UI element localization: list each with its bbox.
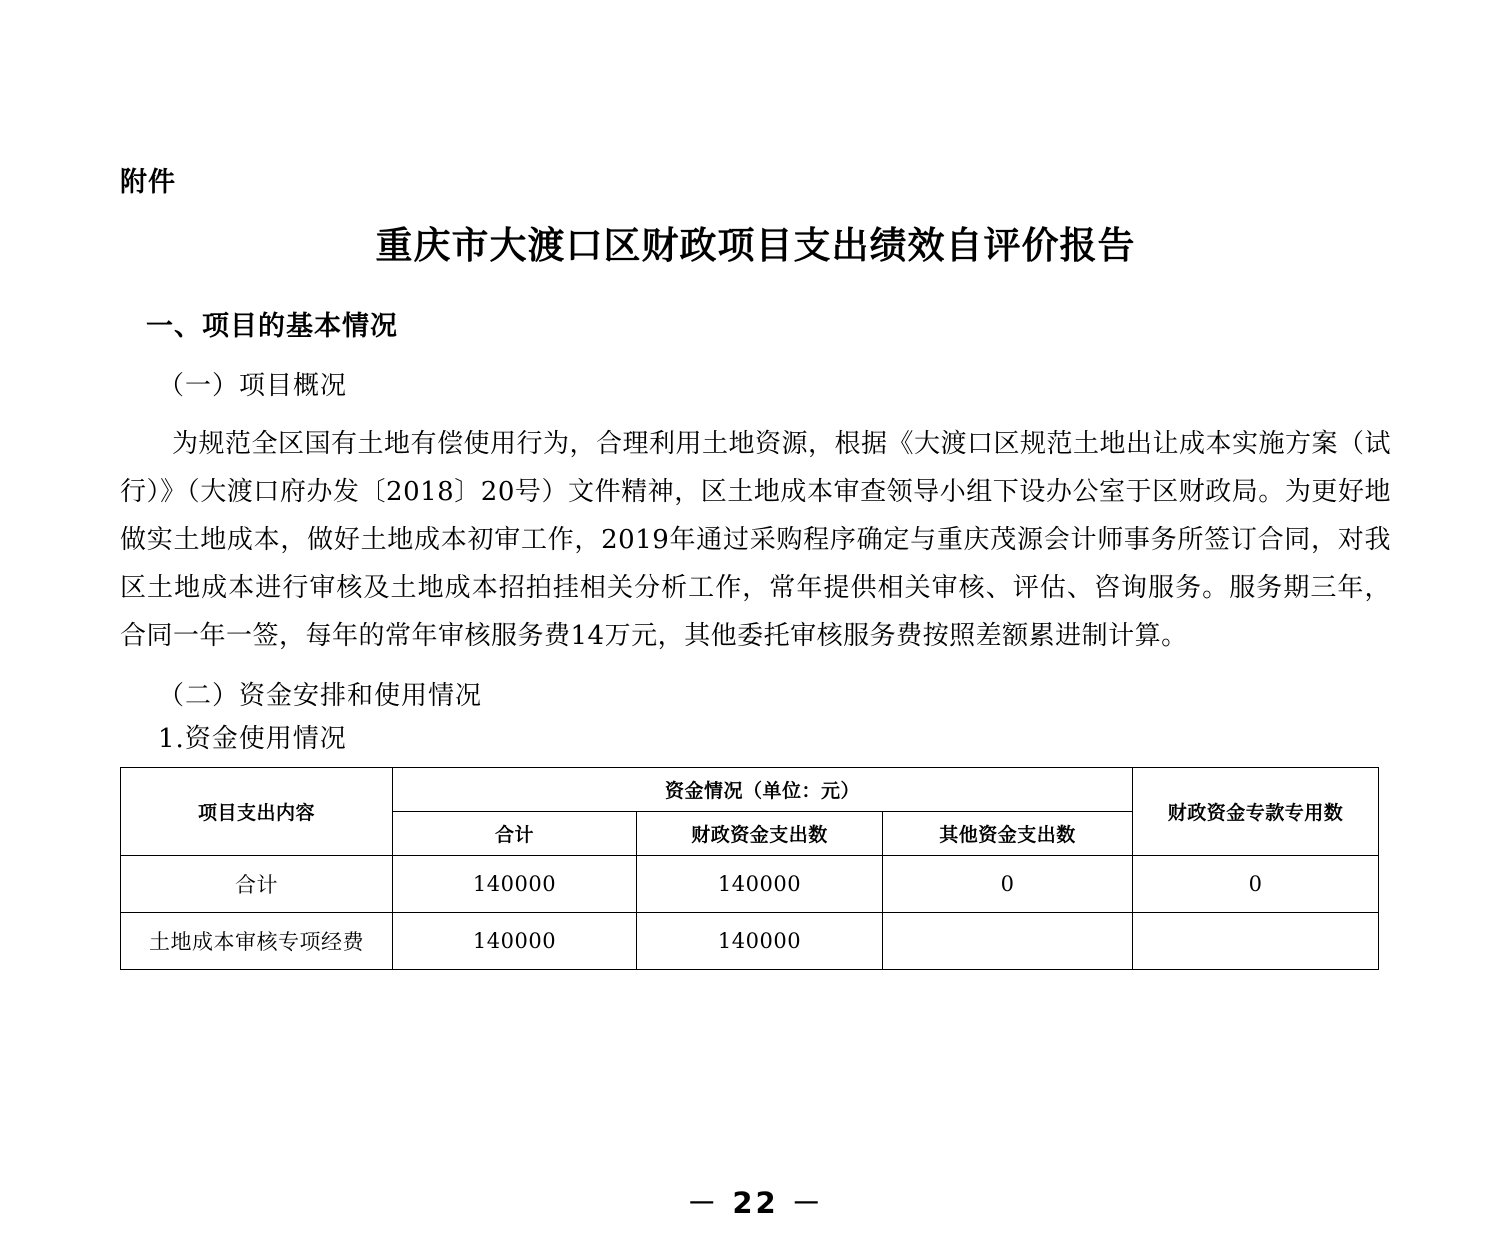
subsection-heading-2: （二）资金安排和使用情况	[158, 680, 483, 711]
table-header-total: 合计	[393, 811, 637, 855]
document-page	[0, 168, 1511, 1244]
table-cell-total: 140000	[393, 912, 637, 969]
table-header-expense-item: 项目支出内容	[121, 767, 393, 855]
attachment-label: 附件	[120, 167, 176, 198]
table-header-fund-group: 资金情况（单位：元）	[393, 767, 1133, 811]
table-header-fiscal: 财政资金支出数	[637, 811, 883, 855]
list-item-fund-usage: 1.资金使用情况	[158, 723, 347, 754]
page-title: 重庆市大渡口区财政项目支出绩效自评价报告	[375, 223, 1136, 267]
table-header-row-1	[121, 767, 1379, 811]
table-cell-name: 土地成本审核专项经费	[121, 912, 393, 969]
table-cell-earmarked	[1133, 912, 1379, 969]
section-heading-1: 一、项目的基本情况	[146, 311, 398, 343]
table-header-earmarked: 财政资金专款专用数	[1133, 767, 1379, 855]
table-cell-other	[883, 912, 1133, 969]
table-row	[121, 855, 1379, 912]
table-cell-other: 0	[883, 855, 1133, 912]
table-row	[121, 912, 1379, 969]
fund-usage-table	[120, 767, 1379, 970]
table-cell-fiscal: 140000	[637, 855, 883, 912]
table-cell-total: 140000	[393, 855, 637, 912]
paragraph-project-overview: 为规范全区国有土地有偿使用行为，合理利用土地资源，根据《大渡口区规范土地出让成本实施方案（试行）》（大渡口府办发〔2018〕20号）文件精神，区土地成本审查领导小组下设办公室于区财政局。为更好地做实土地成本，做好土地成本初审工作，2019年通过采购程序确定与重庆茂源会计师事务所签订合同，对我区土地成本进行审核及土地成本招拍挂相关分析工作，常年提供相关审核、评估、咨询服务。服务期三年，合同一年一签，每年的常年审核服务费14万元，其他委托审核服务费按照差额累进制计算。	[120, 429, 1392, 652]
table-cell-name: 合计	[121, 855, 393, 912]
table-cell-fiscal: 140000	[637, 912, 883, 969]
table-header-other: 其他资金支出数	[883, 811, 1133, 855]
subsection-heading-1: （一）项目概况	[158, 371, 348, 402]
table-cell-earmarked: 0	[1133, 855, 1379, 912]
page-number: － 22 －	[687, 1186, 824, 1220]
